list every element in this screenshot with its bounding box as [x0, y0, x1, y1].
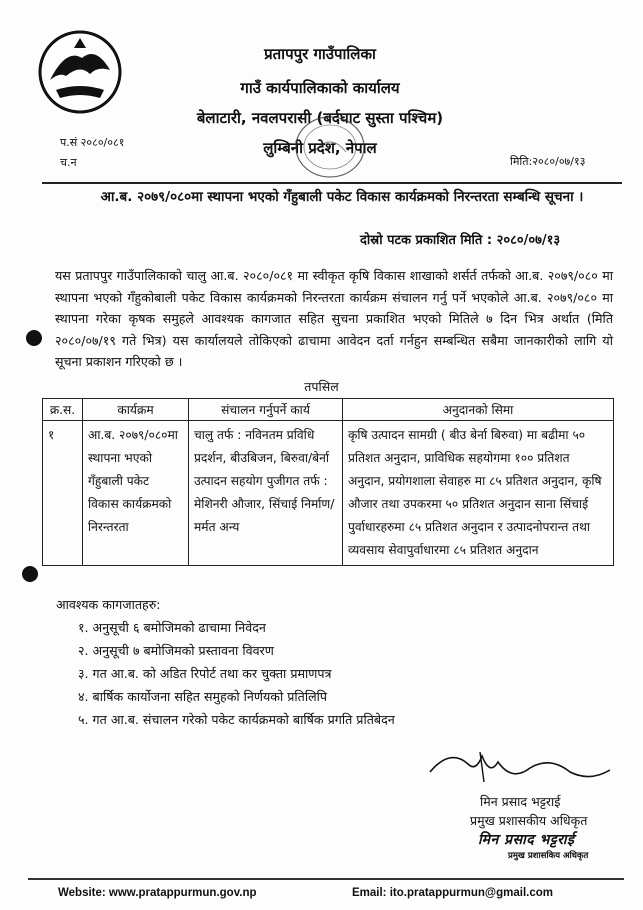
header-serial: क्र.स. [43, 399, 83, 421]
punch-hole-bottom [22, 566, 38, 582]
footer-divider [28, 878, 624, 880]
header-divider [42, 182, 622, 184]
footer-website: Website: www.pratappurmun.gov.np [58, 887, 257, 899]
requirements-title: आवश्यक कागजातहरु: [56, 597, 161, 612]
cell-grant: कृषि उत्पादन सामग्री ( बीउ बेर्ना बिरुवा) मा बढीमा ५० प्रतिशत अनुदान, प्राविधिक सहयोगमा १०० प्रतिशत अनुदान, प्रयोगशाला सेवाहरु मा ८५ प्रतिशत अनुदान, कृषि औजार तथा उपकरमा ५० प्रतिशत अनुदान साना सिंचाई पुर्वाधारहरुमा ८५ प्रतिशत अनुदान र उत्पादनोपरान्त तथा व्यवसाय सेवापुर्वाधारमा ८५ प्रतिशत अनुदान [343, 421, 614, 566]
table-header-row [43, 399, 614, 421]
issue-date: मिति:२०८०/०७/१३ [510, 155, 586, 168]
cell-serial: १ [43, 421, 83, 566]
province-name: लुम्बिनी प्रदेश, नेपाल [263, 139, 377, 157]
cell-activity: चालु तर्फ : नविनतम प्रविधि प्रदर्शन, बीउबिजन, बिरुवा/बेर्ना उत्पादन सहयोग पुजीगत तर्फ : मेशिनरी औजार, सिंचाई निर्माण/ मर्मत अन्य [189, 421, 343, 566]
footer-email: Email: ito.pratappurmun@gmail.com [352, 887, 553, 899]
stamp-title: प्रमुख प्रशासकिय अधिकृत [508, 851, 589, 861]
signatory-name: मिन प्रसाद भट्टराई [480, 794, 561, 809]
table-row [43, 421, 614, 566]
dispatch-number: च.न [60, 156, 77, 169]
reference-number: प.सं २०८०/०८१ [60, 136, 125, 149]
details-table [42, 398, 614, 566]
notice-subject: आ.ब. २०७९/०८०मा स्थापना भएको गँहुबाली पकेट विकास कार्यक्रमको निरन्तरता सम्बन्धि सूचना । [100, 189, 584, 205]
office-address: बेलाटारी, नवलपरासी (बर्दघाट सुस्ता पश्चिम) [196, 109, 444, 127]
list-item: ५. गत आ.ब. संचालन गरेको पकेट कार्यक्रमको बार्षिक प्रगति प्रतिबेदन [78, 712, 395, 727]
office-name: गाउँ कार्यपालिकाको कार्यालय [240, 79, 400, 97]
stamp-name: मिन प्रसाद भट्टराई [478, 832, 575, 848]
header-program: कार्यक्रम [83, 399, 189, 421]
nepal-emblem-icon [36, 28, 124, 116]
cell-program: आ.ब. २०७९/०८०मा स्थापना भएको गँहुबाली पकेट विकास कार्यक्रमको निरन्तरता [83, 421, 189, 566]
notice-body: यस प्रतापपुर गाउँपालिकाको चालु आ.ब. २०८०/०८१ मा स्वीकृत कृषि विकास शाखाको शर्सर्त तर्फको आ.ब. २०७९/०८० मा स्थापना भएको गँहुकोबाली पकेट विकास कार्यक्रमको निरन्तरता कार्यक्रम संचालन गर्नु पर्ने भएकोले आ.ब. २०७९/०८० मा स्थापना गरेका कृषक समुहले आवश्यक कागजात सहित सुचना प्रकाशित भएको मितिले ७ दिन भित्र अर्थात (मिति २०८०/०७/१९ गते भित्र) यस कार्यालयले तोकिएको ढाचामा आवेदन दर्ता गर्नहुन सम्बन्धित सबैमा जानकारीको लागि यो सूचना प्रकाशन गरिएको छ । [55, 268, 613, 370]
list-item: ४. बार्षिक कार्योजना सहित समुहको निर्णयको प्रतिलिपि [78, 689, 328, 704]
list-item: २. अनुसूची ७ बमोजिमको प्रस्तावना विवरण [78, 643, 274, 658]
handwritten-signature [420, 742, 620, 792]
signatory-title: प्रमुख प्रशासकीय अधिकृत [470, 813, 588, 828]
punch-hole-top [26, 330, 42, 346]
header-grant: अनुदानको सिमा [343, 399, 614, 421]
requirements-list [78, 616, 395, 731]
list-item: १. अनुसूची ६ बमोजिमको ढाचामा निवेदन [78, 620, 266, 635]
second-publish-date: दोस्रो पटक प्रकाशित मिति : २०८०/०७/१३ [360, 233, 561, 248]
municipality-name: प्रतापपुर गाउँपालिका [264, 45, 376, 63]
list-item: ३. गत आ.ब. को अडित रिपोर्ट तथा कर चुक्ता प्रमाणपत्र [78, 666, 332, 681]
office-seal [290, 112, 370, 182]
table-title: तपसिल [304, 379, 339, 394]
header-activity: संचालन गर्नुपर्ने कार्य [189, 399, 343, 421]
